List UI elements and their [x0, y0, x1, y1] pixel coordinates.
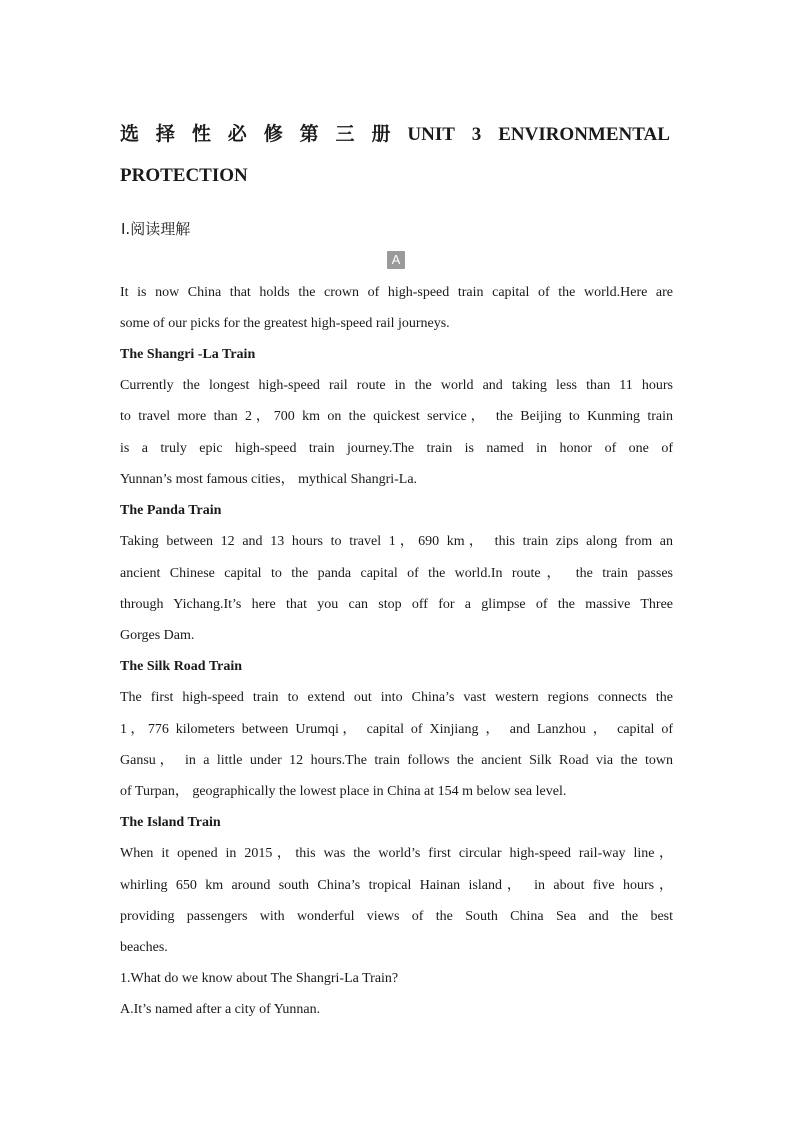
train-heading-shangri-la: The Shangri -La Train	[120, 347, 256, 362]
document-title-line2: PROTECTION	[120, 165, 248, 186]
title-word: 修	[263, 124, 283, 145]
title-word: ENVIRONMENTAL	[498, 124, 670, 145]
paragraph-line: Gorges Dam.	[120, 628, 195, 643]
paragraph-line: to travel more than 2，700 km on the quickest service， the Beijing to Kunming train	[120, 409, 673, 424]
title-word: 3	[471, 124, 482, 145]
paragraph-line: Taking between 12 and 13 hours to travel 1，690 km， this train zips along from an	[120, 534, 673, 549]
question-1: 1.What do we know about The Shangri-La Train?	[120, 971, 399, 986]
paragraph-line: When it opened in 2015，this was the world’s first circular high-speed rail-way line，	[120, 846, 673, 861]
question-1-option-a: A.It’s named after a city of Yunnan.	[120, 1002, 321, 1017]
title-word: 必	[227, 124, 247, 145]
title-word: 性	[191, 124, 211, 145]
paragraph-line: whirling 650 km around south China’s tropical Hainan island， in about five hours，	[120, 878, 673, 893]
paragraph-line: some of our picks for the greatest high-speed rail journeys.	[120, 316, 450, 331]
title-word: 第	[299, 124, 319, 145]
paragraph-line: beaches.	[120, 940, 168, 955]
paragraph-line: Gansu， in a little under 12 hours.The train follows the ancient Silk Road via the town	[120, 753, 673, 768]
train-heading-silk-road: The Silk Road Train	[120, 659, 243, 674]
title-word: UNIT	[407, 124, 455, 145]
train-heading-island: The Island Train	[120, 815, 221, 830]
paragraph-line: It is now China that holds the crown of high-speed train capital of the world.Here are	[120, 285, 673, 300]
paragraph-line: Yunnan’s most famous cities， mythical Shangri-La.	[120, 472, 418, 487]
title-word: 择	[155, 124, 175, 145]
title-word: 三	[335, 124, 355, 145]
document-title	[120, 123, 670, 147]
title-word: 选	[120, 124, 140, 145]
passage-label-badge: A	[387, 251, 405, 269]
title-word: 册	[371, 124, 391, 145]
section-heading: Ⅰ.阅读理解	[121, 220, 191, 238]
paragraph-line: providing passengers with wonderful views of the South China Sea and the best	[120, 909, 673, 924]
paragraph-line: of Turpan， geographically the lowest place in China at 154 m below sea level.	[120, 784, 567, 799]
paragraph-line: ancient Chinese capital to the panda capital of the world.In route， the train passes	[120, 566, 673, 581]
paragraph-line: 1，776 kilometers between Urumqi， capital of Xinjiang ， and Lanzhou ， capital of	[120, 722, 673, 737]
paragraph-line: through Yichang.It’s here that you can stop off for a glimpse of the massive Three	[120, 597, 673, 612]
paragraph-line: The first high-speed train to extend out into China’s vast western regions connects the	[120, 690, 673, 705]
train-heading-panda: The Panda Train	[120, 503, 222, 518]
paragraph-line: is a truly epic high-speed train journey.The train is named in honor of one of	[120, 441, 673, 456]
paragraph-line: Currently the longest high-speed rail route in the world and taking less than 11 hours	[120, 378, 673, 393]
